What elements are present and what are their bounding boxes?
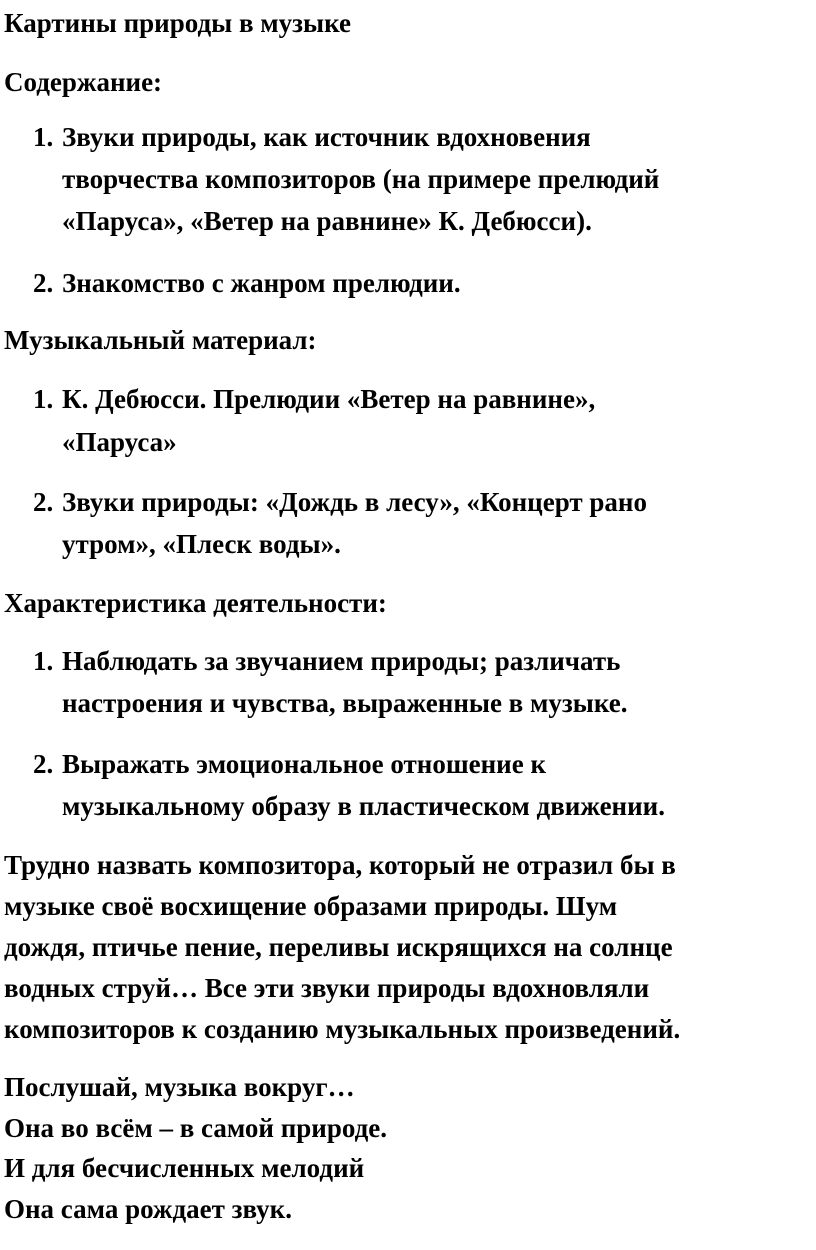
poem-line: Она во всём – в самой природе. bbox=[4, 1113, 387, 1143]
list-item-line: настроения и чувства, выраженные в музыке. bbox=[62, 688, 628, 718]
list-item-line: Выражать эмоциональное отношение к bbox=[62, 749, 547, 779]
list-item-line: утром», «Плеск воды». bbox=[62, 529, 341, 559]
list-item-number: 1. bbox=[33, 384, 54, 414]
paragraph-line: Трудно назвать композитора, который не отразил бы в bbox=[4, 850, 676, 880]
poem-line: И для бесчисленных мелодий bbox=[4, 1153, 365, 1183]
section-heading-material: Музыкальный материал: bbox=[4, 325, 317, 355]
paragraph-line: музыке своё восхищение образами природы. Шум bbox=[4, 891, 618, 921]
list-item-line: Знакомство с жанром прелюдии. bbox=[62, 268, 461, 298]
paragraph-line: композиторов к созданию музыкальных произведений. bbox=[4, 1014, 681, 1044]
list-item-line: музыкальному образу в пластическом движении. bbox=[62, 791, 665, 821]
list-item-line: «Паруса», «Ветер на равнине» К. Дебюсси). bbox=[62, 206, 592, 236]
list-item-line: Звуки природы: «Дождь в лесу», «Концерт рано bbox=[62, 487, 647, 517]
list-item-line: «Паруса» bbox=[62, 427, 177, 457]
list-item-number: 2. bbox=[33, 487, 54, 517]
poem-line: Послушай, музыка вокруг… bbox=[4, 1072, 355, 1102]
page-title: Картины природы в музыке bbox=[4, 8, 351, 38]
list-item-line: К. Дебюсси. Прелюдии «Ветер на равнине», bbox=[62, 384, 596, 414]
list-item-number: 1. bbox=[33, 122, 54, 152]
paragraph-line: дождя, птичье пение, переливы искрящихся на солнце bbox=[4, 932, 673, 962]
list-item-line: Наблюдать за звучанием природы; различать bbox=[62, 646, 621, 676]
poem-line: Она сама рождает звук. bbox=[4, 1194, 292, 1224]
paragraph-line: водных струй… Все эти звуки природы вдохновляли bbox=[4, 973, 650, 1003]
list-item-line: Звуки природы, как источник вдохновения bbox=[62, 122, 591, 152]
section-heading-contents: Содержание: bbox=[4, 67, 163, 97]
list-item-number: 2. bbox=[33, 268, 54, 298]
section-heading-activities: Характеристика деятельности: bbox=[4, 588, 387, 618]
list-item-line: творчества композиторов (на примере прелюдий bbox=[62, 164, 660, 194]
list-item-number: 2. bbox=[33, 749, 54, 779]
list-item-number: 1. bbox=[33, 646, 54, 676]
